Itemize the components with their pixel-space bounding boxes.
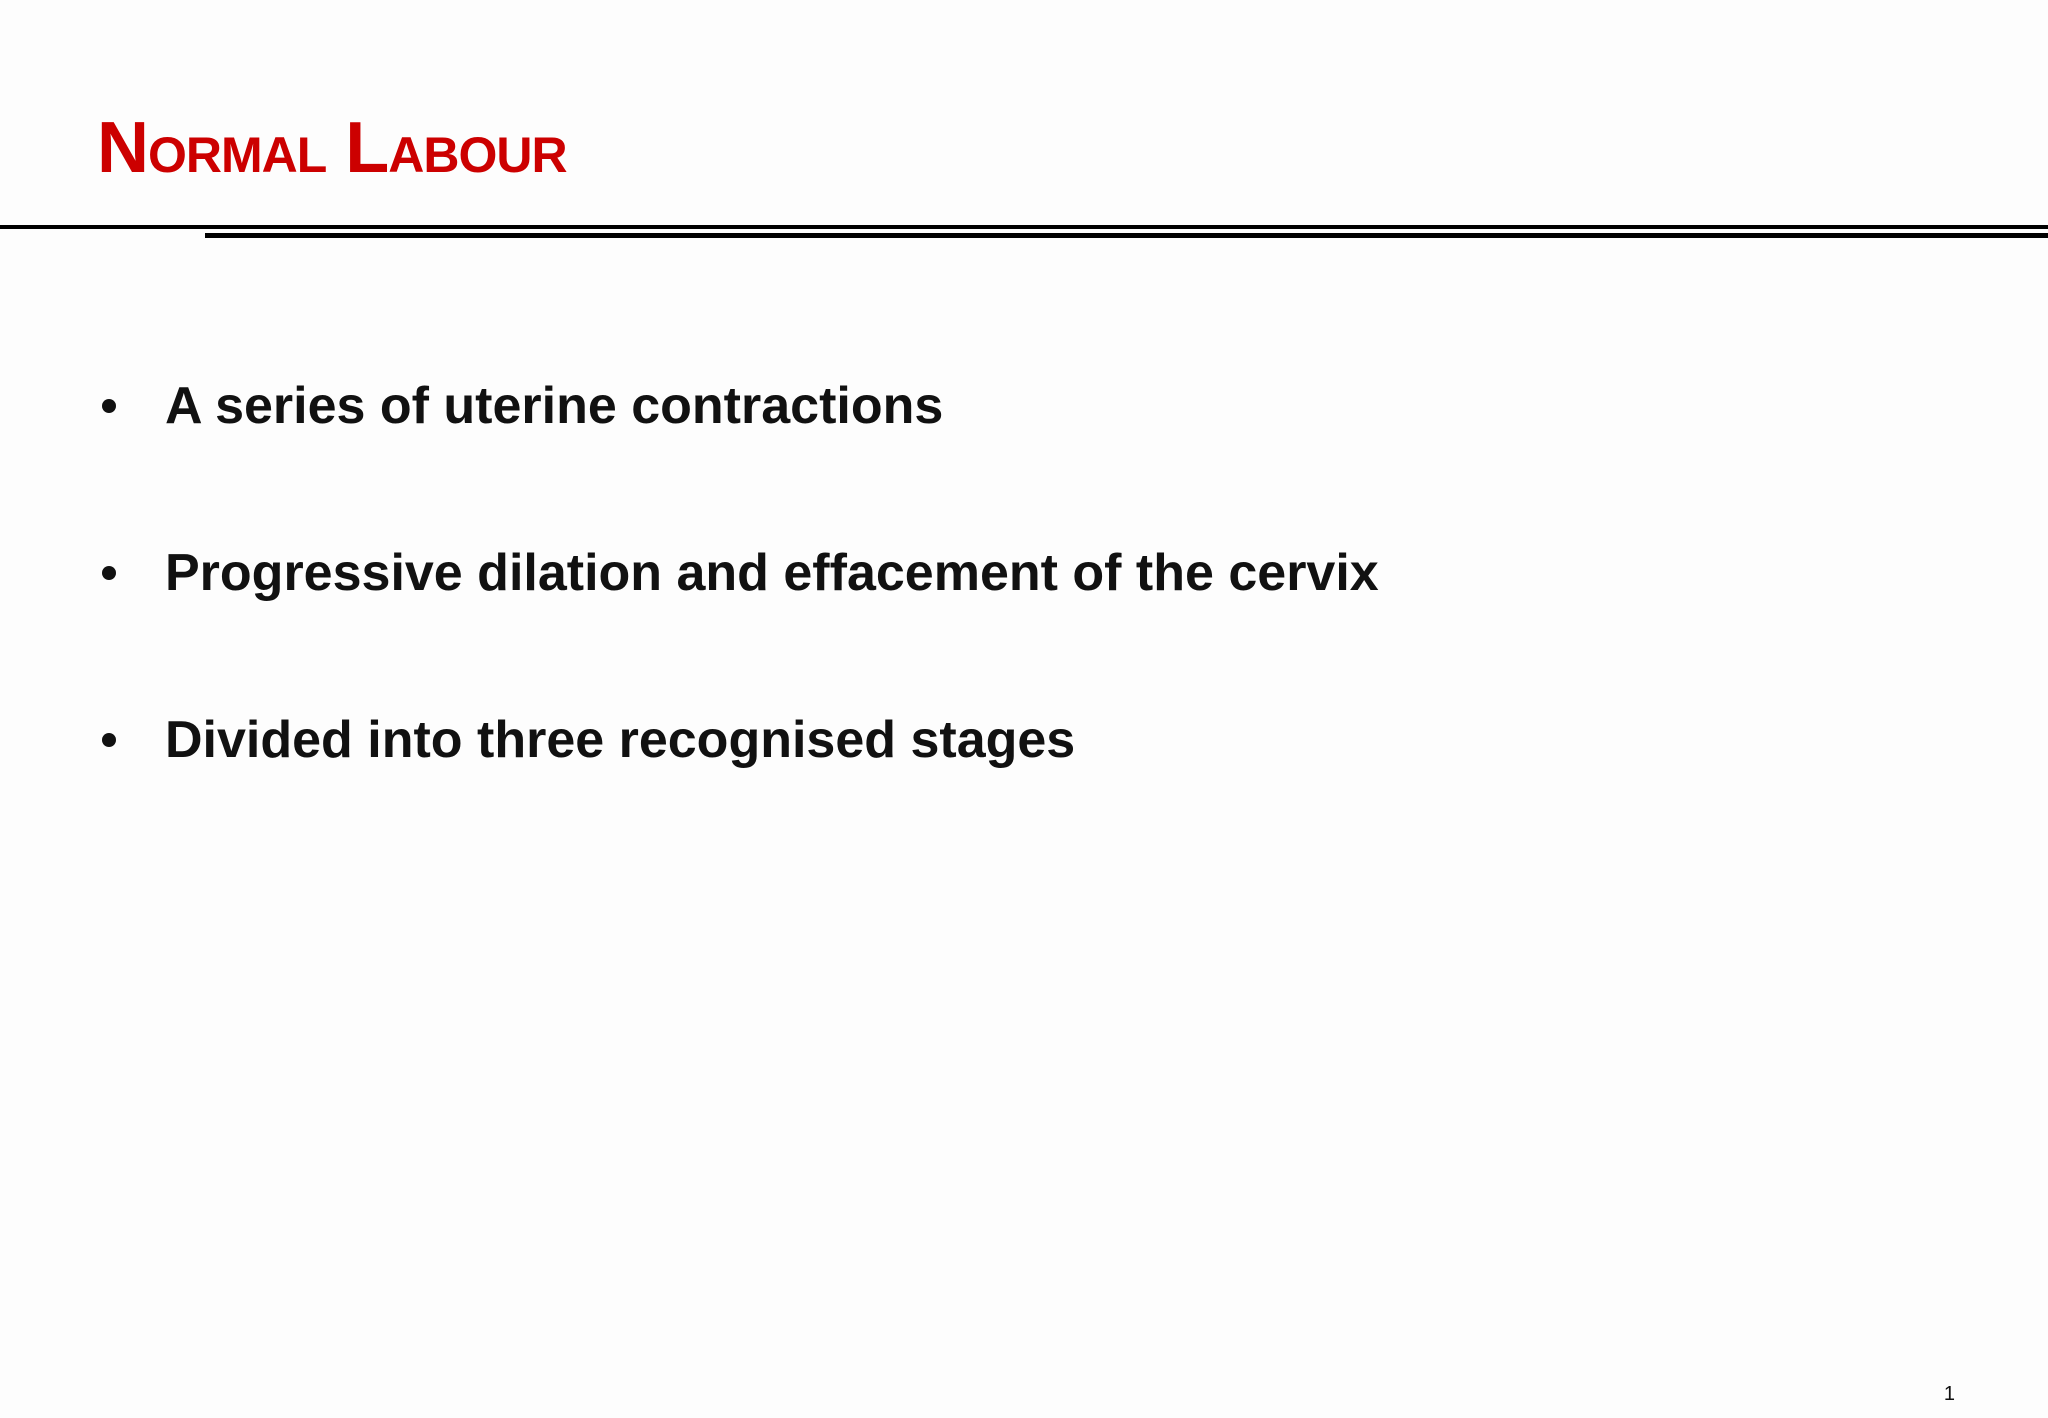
- bullet-item: [97, 704, 1379, 776]
- title-underline-left: [0, 225, 205, 229]
- bullet-text: Progressive dilation and effacement of the cervix: [165, 544, 1379, 602]
- bullet-icon: [102, 399, 116, 413]
- bullet-list: [97, 370, 1379, 871]
- bullet-text: Divided into three recognised stages: [165, 711, 1076, 769]
- bullet-icon: [102, 566, 116, 580]
- bullet-icon: [102, 733, 116, 747]
- title-underline-double-top: [205, 225, 2048, 229]
- bullet-item: [97, 370, 1379, 442]
- slide-title: Normal Labour: [97, 108, 567, 188]
- bullet-text: A series of uterine contractions: [165, 377, 944, 435]
- bullet-item: [97, 537, 1379, 609]
- page-number: 1: [1943, 1383, 1955, 1405]
- title-underline-double-bottom: [205, 233, 2048, 238]
